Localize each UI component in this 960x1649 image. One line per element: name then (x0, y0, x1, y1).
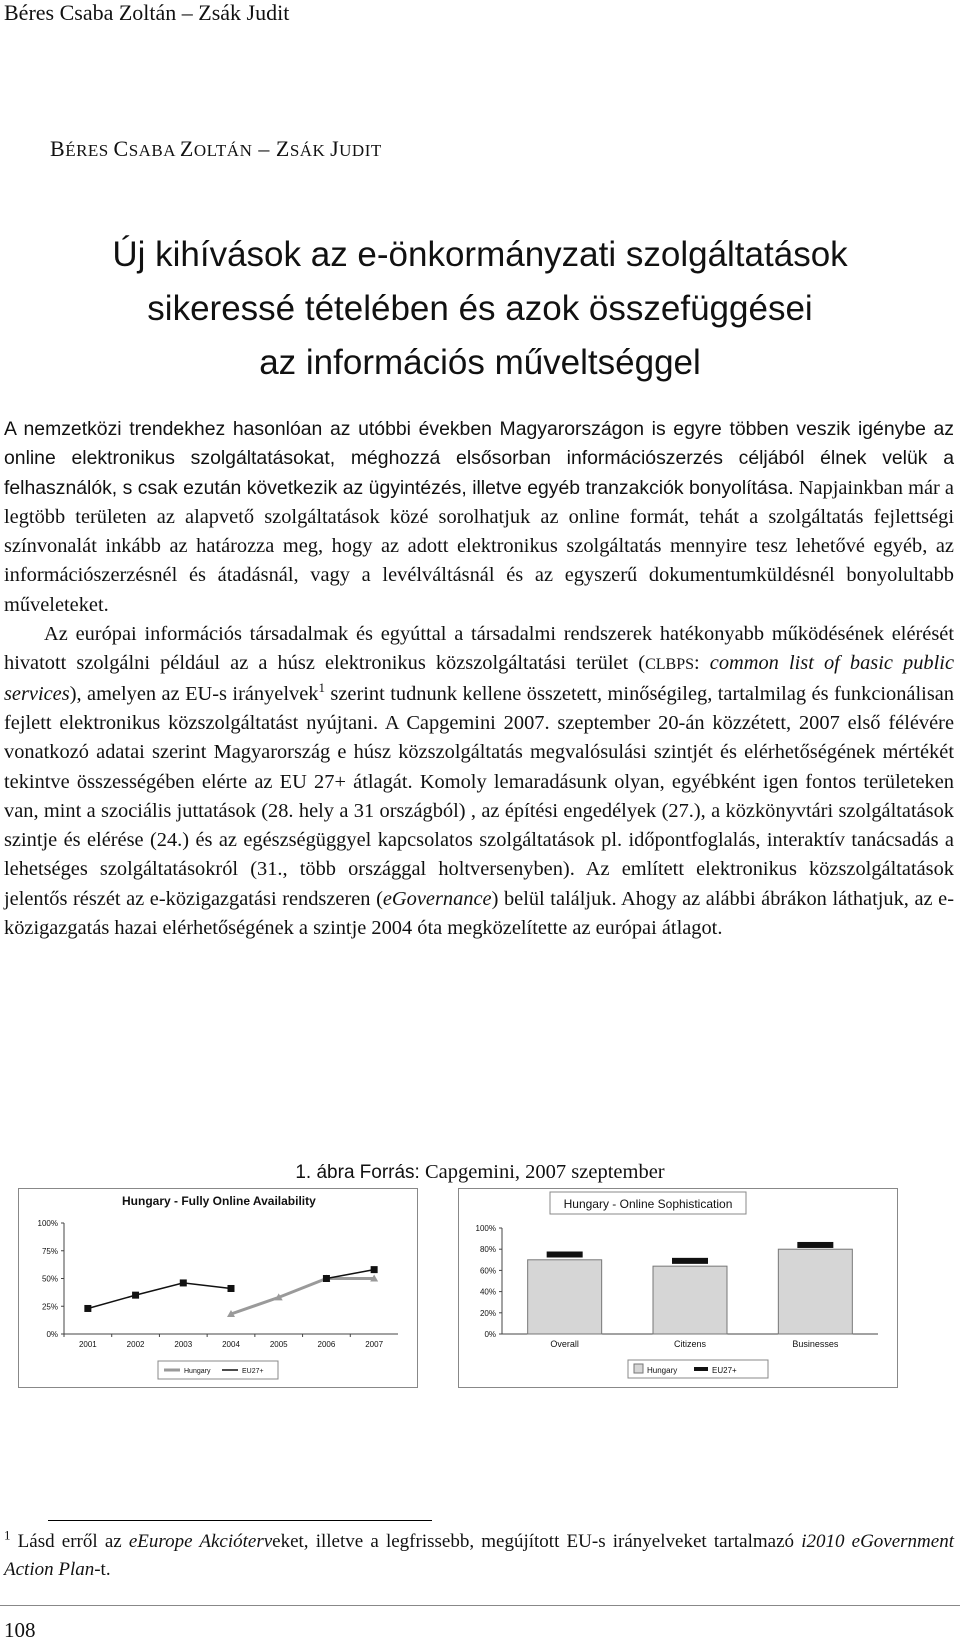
bar-hungary (653, 1266, 727, 1334)
legend-label-hungary: Hungary (184, 1368, 211, 1375)
bar-hungary (778, 1249, 852, 1334)
footnote-ref: 1 (318, 679, 325, 695)
title-line-1: Új kihívások az e-önkormányzati szolgáltatások (112, 235, 848, 274)
point-eu27 (371, 1266, 378, 1273)
y-tick-label: 60% (479, 1266, 496, 1276)
marker-eu27 (672, 1258, 708, 1264)
y-tick-label: 0% (484, 1330, 496, 1339)
chart-availability (18, 1188, 418, 1388)
x-tick-label: Overall (550, 1339, 579, 1349)
marker-eu27 (547, 1252, 583, 1258)
x-tick-label: Citizens (673, 1339, 707, 1349)
x-tick-label: 2001 (78, 1340, 97, 1349)
x-tick-label: 2005 (269, 1340, 288, 1349)
x-tick-label: 2004 (222, 1340, 240, 1349)
x-tick-label: 2003 (174, 1340, 193, 1349)
running-head: Béres Csaba Zoltán – Zsák Judit (4, 0, 290, 25)
chart-title: Hungary - Fully Online Availability (122, 1194, 316, 1208)
point-eu27 (228, 1285, 235, 1292)
bar-hungary (528, 1260, 602, 1334)
x-tick-label: 2002 (126, 1340, 145, 1349)
article-title (0, 228, 960, 390)
legend-swatch-eu27 (694, 1367, 708, 1371)
paragraph-2: Az európai információs társadalmak és egyúttal a társadalmi rendszerek hatékonyabb működésének elérését hivatott szolgálni például az a húsz elektronikus közszolgáltatási terület (CLBPS: common list of basic public services), amelyen az EU-s irányelvek$^1$ szerint tudnunk kellene összetett, minőségileg, tartalmilag és funkcionálisan fejlett elektronikus közszolgáltatást nyújtani. A Capgemini 2007. szeptember 20-án közzétett, 2007 első félévére vonatkozó adatai szerint Magyarország e húsz közszolgáltatás megvalósulási szintjét és elérhetőségének mértékét tekintve összességében elérte az EU 27+ átlagát. Komoly lemaradásunk olyan, egyébként igen fontos területeken van, mint a szociális juttatások (28. hely a 31 országból) , az építési engedélyek (27.), a közkönyvtári szolgáltatások szintje és elérése (24.) és az egészségüggyel kapcsolatos szolgáltatások pl. időpontfoglalás, interaktív tanácsadás a lehetséges szolgáltatásokról (31., több országgal holtversenyben). Az említett elektronikus közszolgáltatások jelentős részét az e-közigazgatási rendszeren (eGovernance) belül találjuk. Ahogy az alábbi ábrákon láthatjuk, az e-közigazgatás hazai elérhetőségének a szintje 2004 óta megközelítette az európai átlagot. (4, 623, 954, 940)
x-tick-label: Businesses (792, 1339, 839, 1349)
y-tick-label: 80% (479, 1245, 496, 1255)
x-tick-label: 2006 (317, 1340, 336, 1349)
y-tick-label: 75% (41, 1246, 58, 1256)
paragraph-1: A nemzetközi trendekhez hasonlóan az utóbbi években Magyarországon is egyre többen veszik igénybe az online elektronikus szolgáltatásokat, méghozzá elsősorban információszerzés céljából élnek velük a felhasználók, s csak ezután következik az ügyintézés, illetve egyéb tranzakciók bonyolítása. Napjainkban már a legtöbb területen az alapvető szolgáltatások közé sorolhatjuk az online formát, tehát a szolgáltatás fejlettségi színvonalát inkább az határozza meg, hogy az adott elektronikus szolgáltatás mennyire tesz lehetővé egyéb, az információszerzésnél és átadásnál, vagy a levélváltásnál és az egyszerű dokumentumküldésnél bonyolultabb műveleteket. (4, 418, 954, 616)
chart-title: Hungary - Online Sophistication (563, 1197, 733, 1211)
point-eu27 (323, 1275, 330, 1282)
y-tick-label: 50% (41, 1274, 58, 1284)
y-tick-label: 100% (475, 1224, 496, 1233)
y-tick-label: 25% (41, 1302, 58, 1312)
title-line-3: az információs műveltséggel (259, 343, 701, 382)
footnote: $^1$ Lásd erről az eEurope Akcióterveket, illetve a legfrissebb, megújított EU-s irányelveket tartalmazó i2010 eGovernment Action Plan-t. (4, 1527, 954, 1580)
y-tick-label: 40% (479, 1287, 496, 1297)
chart-sophistication (458, 1188, 898, 1388)
y-tick-label: 100% (37, 1219, 58, 1228)
x-tick-label: 2007 (365, 1340, 384, 1349)
title-line-2: sikeressé tételében és azok összefüggései (147, 289, 813, 328)
legend-label-eu27: EU27+ (242, 1368, 264, 1375)
bottom-rule (0, 1605, 960, 1606)
line-chart-svg (18, 1188, 418, 1388)
article-body (4, 415, 954, 943)
y-tick-label: 20% (479, 1308, 496, 1318)
page-number: 108 (4, 1618, 36, 1642)
footnote-rule (48, 1520, 432, 1521)
legend-label-eu27: EU27+ (712, 1366, 737, 1375)
marker-eu27 (797, 1242, 833, 1248)
chart-frame (19, 1189, 418, 1388)
figure-caption: 1. ábra Forrás: Capgemini, 2007 szeptember (295, 1161, 665, 1183)
y-tick-label: 0% (46, 1330, 58, 1339)
bar-chart-svg (458, 1188, 898, 1388)
legend-swatch-hungary (634, 1364, 643, 1373)
article-authors: BÉRES CSABA ZOLTÁN – ZSÁK JUDIT (50, 136, 382, 161)
legend-label-hungary: Hungary (647, 1366, 678, 1375)
point-eu27 (84, 1305, 91, 1312)
point-eu27 (180, 1279, 187, 1286)
point-eu27 (132, 1292, 139, 1299)
